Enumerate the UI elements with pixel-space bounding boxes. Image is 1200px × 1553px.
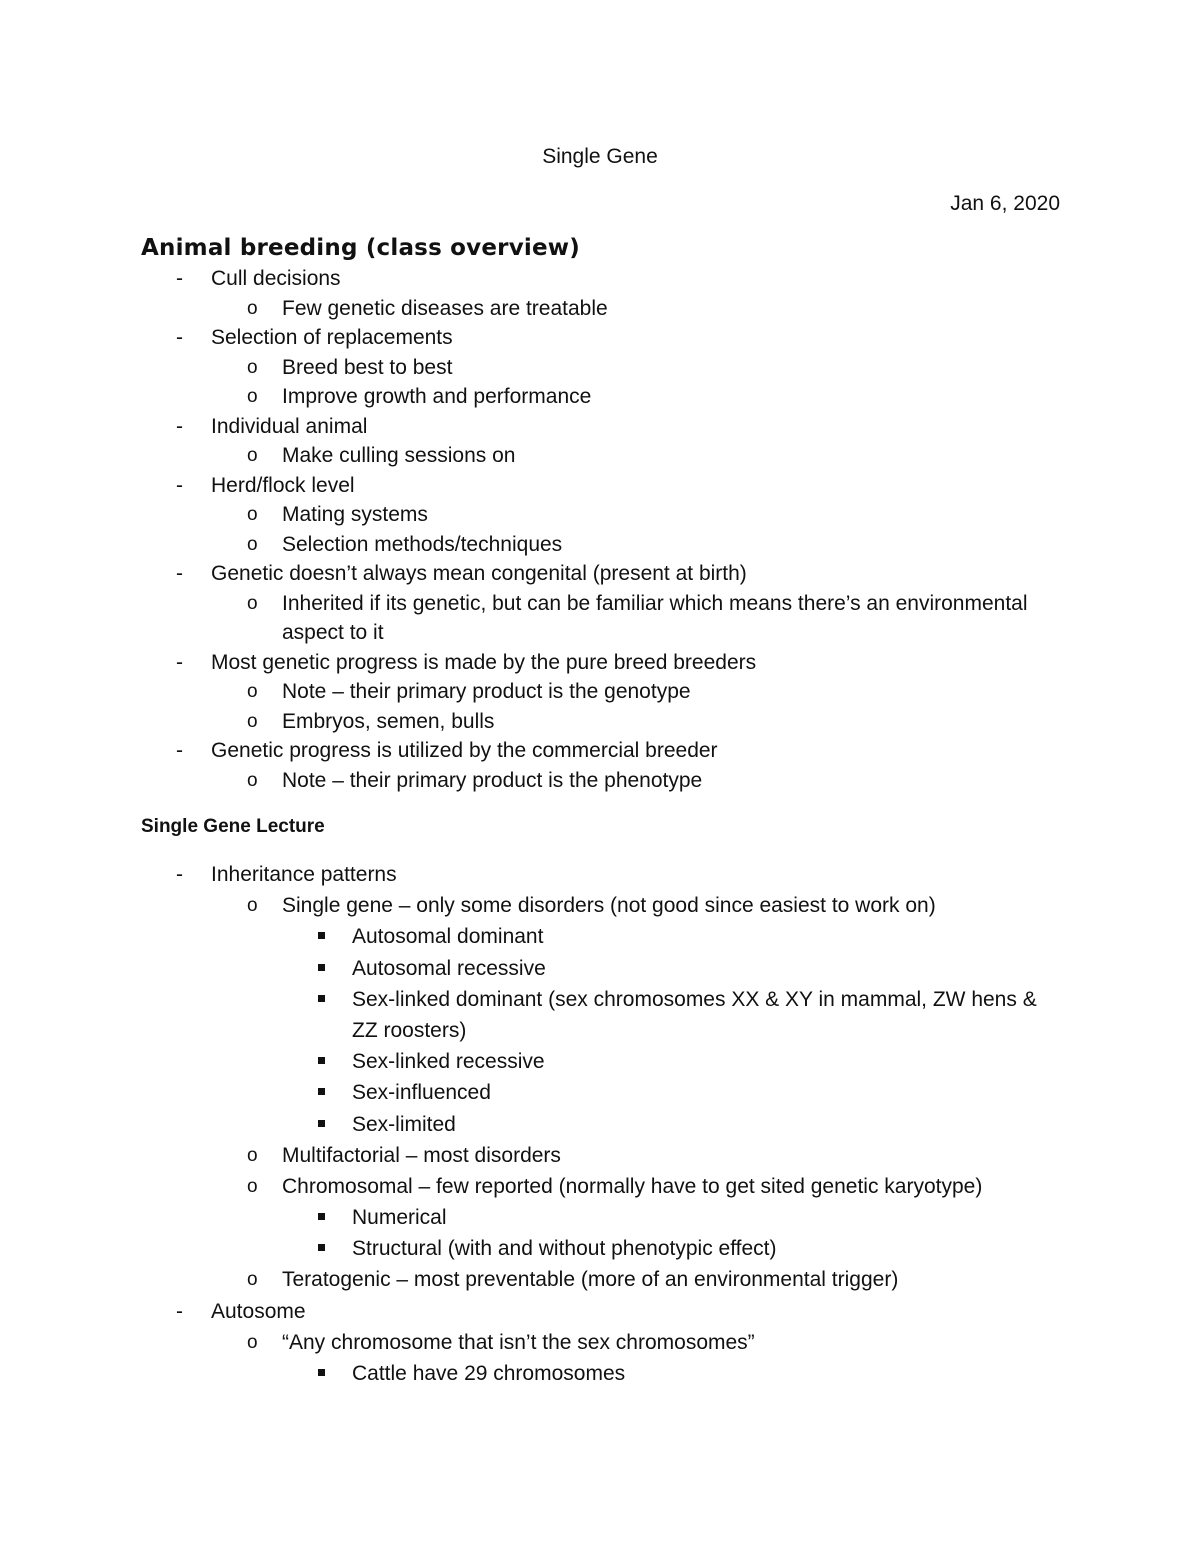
list-item-text: Single gene – only some disorders (not good since easiest to work on)	[282, 894, 936, 918]
dash-bullet-icon: -	[176, 473, 183, 497]
list-item-text: Teratogenic – most preventable (more of an environmental trigger)	[282, 1268, 899, 1292]
list-item-text: Cattle have 29 chromosomes	[352, 1362, 626, 1385]
circle-bullet-icon: o	[247, 895, 258, 917]
square-bullet-icon	[318, 1244, 325, 1251]
list-item	[0, 953, 1200, 984]
list-item-text: “Any chromosome that isn’t the sex chromosomes”	[282, 1330, 755, 1354]
list-item	[0, 1202, 1200, 1233]
list-item	[0, 382, 1200, 412]
list-item-text: Improve growth and performance	[282, 385, 592, 408]
list-item	[0, 353, 1200, 383]
list-item-text: Numerical	[352, 1206, 447, 1230]
list-item	[0, 294, 1200, 324]
section-heading-animal-breeding: Animal breeding (class overview)	[141, 235, 580, 261]
list-item-text: Individual animal	[211, 414, 368, 438]
square-bullet-icon	[318, 1120, 325, 1127]
circle-bullet-icon: o	[247, 769, 258, 791]
dash-bullet-icon: -	[176, 739, 183, 762]
list-item-text: Few genetic diseases are treatable	[282, 296, 608, 320]
outline-list-animal-breeding	[0, 264, 1200, 795]
square-bullet-icon	[318, 1088, 325, 1095]
list-item	[0, 859, 1200, 890]
list-item-text: Make culling sessions on	[282, 444, 516, 467]
list-item-text: Inherited if its genetic, but can be familiar which means there’s an environmental	[282, 591, 1028, 615]
list-item	[0, 766, 1200, 796]
list-item	[0, 921, 1200, 952]
dash-bullet-icon: -	[176, 650, 183, 674]
list-item	[0, 441, 1200, 471]
list-item	[0, 1077, 1200, 1108]
dash-bullet-icon: -	[176, 414, 183, 438]
circle-bullet-icon: o	[247, 533, 258, 555]
document-title: Single Gene	[542, 145, 658, 168]
list-item	[0, 1296, 1200, 1327]
circle-bullet-icon: o	[247, 445, 258, 466]
square-bullet-icon	[318, 1369, 325, 1376]
square-bullet-icon	[318, 995, 325, 1002]
list-item	[0, 589, 1200, 619]
list-item-text: Embryos, semen, bulls	[282, 709, 495, 733]
circle-bullet-icon: o	[247, 1269, 258, 1291]
list-item	[0, 412, 1200, 442]
square-bullet-icon	[318, 964, 325, 971]
circle-bullet-icon: o	[247, 710, 258, 732]
list-item-text: Most genetic progress is made by the pure breed breeders	[211, 650, 757, 674]
list-item	[0, 618, 1200, 648]
list-item	[0, 1171, 1200, 1202]
list-item	[0, 471, 1200, 501]
list-item-text: Genetic doesn’t always mean congenital (present at birth)	[211, 562, 747, 585]
list-item-text: Mating systems	[282, 503, 428, 526]
circle-bullet-icon: o	[247, 1144, 258, 1166]
circle-bullet-icon: o	[247, 1331, 258, 1353]
list-item-text: Sex-linked recessive	[352, 1050, 545, 1074]
list-item	[0, 323, 1200, 353]
list-item-text: Sex-limited	[352, 1112, 456, 1136]
list-item-text: Genetic progress is utilized by the commercial breeder	[211, 739, 718, 762]
list-item	[0, 559, 1200, 589]
circle-bullet-icon: o	[247, 386, 258, 407]
square-bullet-icon	[318, 1213, 325, 1220]
list-item-text: Breed best to best	[282, 355, 453, 379]
list-item	[0, 1233, 1200, 1264]
dash-bullet-icon: -	[176, 562, 183, 585]
list-item	[0, 677, 1200, 707]
dash-bullet-icon: -	[176, 1299, 183, 1323]
list-item-text: ZZ roosters)	[352, 1018, 467, 1042]
circle-bullet-icon: o	[247, 1175, 258, 1197]
list-item-text: Multifactorial – most disorders	[282, 1143, 561, 1167]
circle-bullet-icon: o	[247, 592, 258, 614]
circle-bullet-icon: o	[247, 297, 258, 319]
circle-bullet-icon: o	[247, 681, 258, 702]
square-bullet-icon	[318, 1057, 325, 1064]
section-heading-single-gene-lecture: Single Gene Lecture	[141, 816, 325, 837]
list-item	[0, 648, 1200, 678]
list-item-text: Note – their primary product is the genotype	[282, 680, 691, 703]
list-item	[0, 707, 1200, 737]
list-item-text: Autosome	[211, 1299, 306, 1323]
list-item-text: Note – their primary product is the phenotype	[282, 768, 703, 792]
list-item	[0, 1015, 1200, 1046]
list-item	[0, 984, 1200, 1015]
list-item-text: Herd/flock level	[211, 473, 355, 497]
list-item	[0, 890, 1200, 921]
list-item-text: Selection methods/techniques	[282, 532, 563, 556]
list-item	[0, 736, 1200, 766]
dash-bullet-icon: -	[176, 863, 183, 886]
list-item	[0, 1046, 1200, 1077]
dash-bullet-icon: -	[176, 267, 183, 290]
list-item	[0, 1358, 1200, 1389]
list-item-text: aspect to it	[282, 621, 384, 644]
list-item-text: Sex-linked dominant (sex chromosomes XX & XY in mammal, ZW hens &	[352, 987, 1037, 1011]
list-item-text: Autosomal recessive	[352, 956, 546, 980]
list-item	[0, 1327, 1200, 1358]
outline-list-single-gene-lecture	[0, 859, 1200, 1389]
list-item	[0, 1109, 1200, 1140]
document-date: Jan 6, 2020	[950, 192, 1060, 215]
list-item-text: Cull decisions	[211, 267, 341, 290]
list-item-text: Inheritance patterns	[211, 863, 397, 886]
dash-bullet-icon: -	[176, 326, 183, 349]
list-item-text: Sex-influenced	[352, 1081, 491, 1105]
list-item-text: Chromosomal – few reported (normally have to get sited genetic karyotype)	[282, 1174, 983, 1198]
list-item-text: Autosomal dominant	[352, 925, 544, 949]
list-item-text: Selection of replacements	[211, 326, 453, 349]
square-bullet-icon	[318, 932, 325, 939]
list-item	[0, 264, 1200, 294]
circle-bullet-icon: o	[247, 356, 258, 378]
list-item-text: Structural (with and without phenotypic effect)	[352, 1237, 777, 1261]
list-item	[0, 500, 1200, 530]
circle-bullet-icon: o	[247, 504, 258, 525]
list-item	[0, 530, 1200, 560]
list-item	[0, 1140, 1200, 1171]
list-item	[0, 1264, 1200, 1295]
